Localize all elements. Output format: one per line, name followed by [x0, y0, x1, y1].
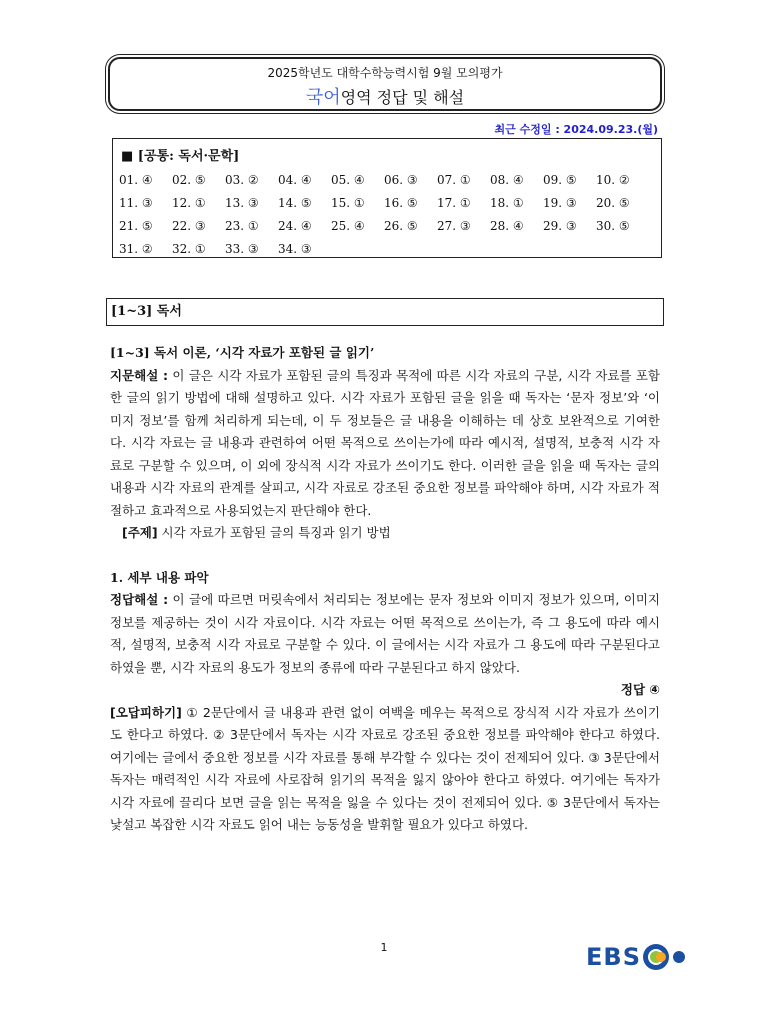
question1-explanation: [110, 589, 660, 679]
answer-cell: 21. ⑤: [119, 219, 153, 233]
passage-label: 지문해설 :: [110, 367, 169, 383]
answer-cell: 24. ④: [278, 219, 312, 233]
answer-cell: 13. ③: [225, 196, 259, 210]
wrong-label: [오답피하기]: [110, 704, 182, 720]
answer-cell: 33. ③: [225, 242, 259, 256]
passage-body: 이 글은 시각 자료가 포함된 글의 특징과 목적에 따른 시각 자료의 구분, 시각 자료를 포함한 글의 읽기 방법에 대해 설명하고 있다. 시각 자료가 포함된 글을 읽을 때 독자는 ‘문자 정보’와 ‘이미지 정보’를 함께 처리하게 되는데, 이 두 정보들은 글 내용을 이해하는 데 상호 보완적으로 기여한다. 시각 자료는 글 내용과 관련하여 어떤 목적으로 쓰이는가에 따라 예시적, 설명적, 보충적 시각 자료로 구분할 수 있으며, 이 외에 장식적 시각 자료가 쓰이기도 한다. 이러한 글을 읽을 때 독자는 글의 내용과 시각 자료의 관계를 살피고, 시각 자료로 강조된 중요한 정보를 파악해야 하며, 시각 자료가 적절하고 효과적으로 사용되었는지 판단해야 한다.: [110, 367, 661, 518]
answer-cell: 20. ⑤: [596, 196, 630, 210]
answer-cell: 19. ③: [543, 196, 577, 210]
answer-cell: 11. ③: [119, 196, 153, 210]
logo-mark-icon: [641, 942, 699, 972]
answer-cell: 03. ②: [225, 173, 259, 187]
answer-key-box: [112, 138, 662, 258]
answer-cell: 12. ①: [172, 196, 206, 210]
subject-rest: 영역 정답 및 해설: [340, 88, 465, 107]
answer-cell: 16. ⑤: [384, 196, 418, 210]
answer-cell: 27. ③: [437, 219, 471, 233]
answer-cell: 17. ①: [437, 196, 471, 210]
answer-cell: 09. ⑤: [543, 173, 577, 187]
wrong-body: ① 2문단에서 글 내용과 관련 없이 여백을 메우는 목적으로 장식적 시각 자료가 쓰이기도 한다고 하였다. ② 3문단에서 독자는 시각 자료로 강조된 중요한 정보를 파악해야 한다고 하였다. 여기에는 글에서 중요한 정보를 시각 자료를 통해 부각할 수 있다는 것이 전제되어 있다. ③ 3문단에서 독자는 매력적인 시각 자료에 사로잡혀 읽기의 목적을 잃지 않아야 한다고 하였다. 여기에는 독자가 시각 자료에 끌리다 보면 글을 읽는 목적을 잃을 수 있다는 것이 전제되어 있다. ⑤ 3문단에서 독자는 낯설고 복잡한 시각 자료도 읽어 내는 능동성을 발휘할 필요가 있다고 하였다.: [110, 704, 660, 832]
section-title-box: [106, 298, 664, 326]
answer-cell: 28. ④: [490, 219, 524, 233]
logo-text: EBS: [586, 943, 641, 971]
answer-cell: 06. ③: [384, 173, 418, 187]
answer-cell: 01. ④: [119, 173, 153, 187]
question1-body: 이 글에 따르면 머릿속에서 처리되는 정보에는 문자 정보와 이미지 정보가 있으며, 이미지 정보를 제공하는 것이 시각 자료이다. 시각 자료는 어떤 목적으로 쓰이는가, 즉 그 용도에 따라 예시적, 설명적, 보충적 시각 자료로 구분할 수 있다. 이 글에서는 시각 자료가 그 용도에 따라 구분된다고 하였을 뿐, 시각 자료의 용도가 정보의 종류에 따라 구분된다고 하지 않았다.: [110, 592, 661, 675]
answer-row: [119, 219, 659, 242]
answer-cell: 22. ③: [172, 219, 206, 233]
question1-wrong-answers: [110, 702, 660, 837]
answer-cell: 15. ①: [331, 196, 365, 210]
answer-row: [119, 242, 659, 265]
question1-answer: 정답 ④: [620, 682, 660, 697]
answer-cell: 18. ①: [490, 196, 524, 210]
answer-cell: 04. ④: [278, 173, 312, 187]
answer-cell: 07. ①: [437, 173, 471, 187]
answer-cell: 10. ②: [596, 173, 630, 187]
subject-title: [110, 83, 660, 109]
question1-label: 정답해설 :: [110, 592, 169, 607]
answer-cell: 05. ④: [331, 173, 365, 187]
exam-title: 2025학년도 대학수학능력시험 9월 모의평가: [267, 66, 503, 80]
answer-cell: 29. ③: [543, 219, 577, 233]
answer-cell: 25. ④: [331, 219, 365, 233]
answer-row: [119, 173, 659, 196]
question1-title: 1. 세부 내용 파악: [110, 569, 209, 585]
answer-grid: [119, 173, 659, 265]
title-box: [108, 57, 662, 111]
section-title: [1~3] 독서: [111, 304, 182, 319]
theme-text: 시각 자료가 포함된 글의 특징과 읽기 방법: [157, 525, 391, 540]
answer-row: [119, 196, 659, 219]
answer-cell: 08. ④: [490, 173, 524, 187]
answer-cell: 26. ⑤: [384, 219, 418, 233]
answer-cell: 30. ⑤: [596, 219, 630, 233]
subject-accent: 국어: [305, 87, 341, 108]
page-number: 1: [380, 941, 388, 954]
passage-title: [1~3] 독서 이론, ‘시각 자료가 포함된 글 읽기’: [110, 345, 375, 360]
answer-cell: 31. ②: [119, 242, 153, 256]
theme: [110, 522, 660, 545]
answer-cell: 02. ⑤: [172, 173, 206, 187]
answer-key-heading: ■ [공통: 독서·문학]: [121, 149, 240, 164]
answer-cell: 23. ①: [225, 219, 259, 233]
answer-cell: 34. ③: [278, 242, 312, 256]
answer-cell: 14. ⑤: [278, 196, 312, 210]
revision-date: 최근 수정일 : 2024.09.23.(월): [494, 123, 658, 136]
passage-explanation: [110, 365, 660, 523]
ebs-logo: [586, 940, 699, 974]
theme-label: [주제]: [122, 525, 158, 540]
content: [110, 342, 660, 837]
answer-cell: 32. ①: [172, 242, 206, 256]
